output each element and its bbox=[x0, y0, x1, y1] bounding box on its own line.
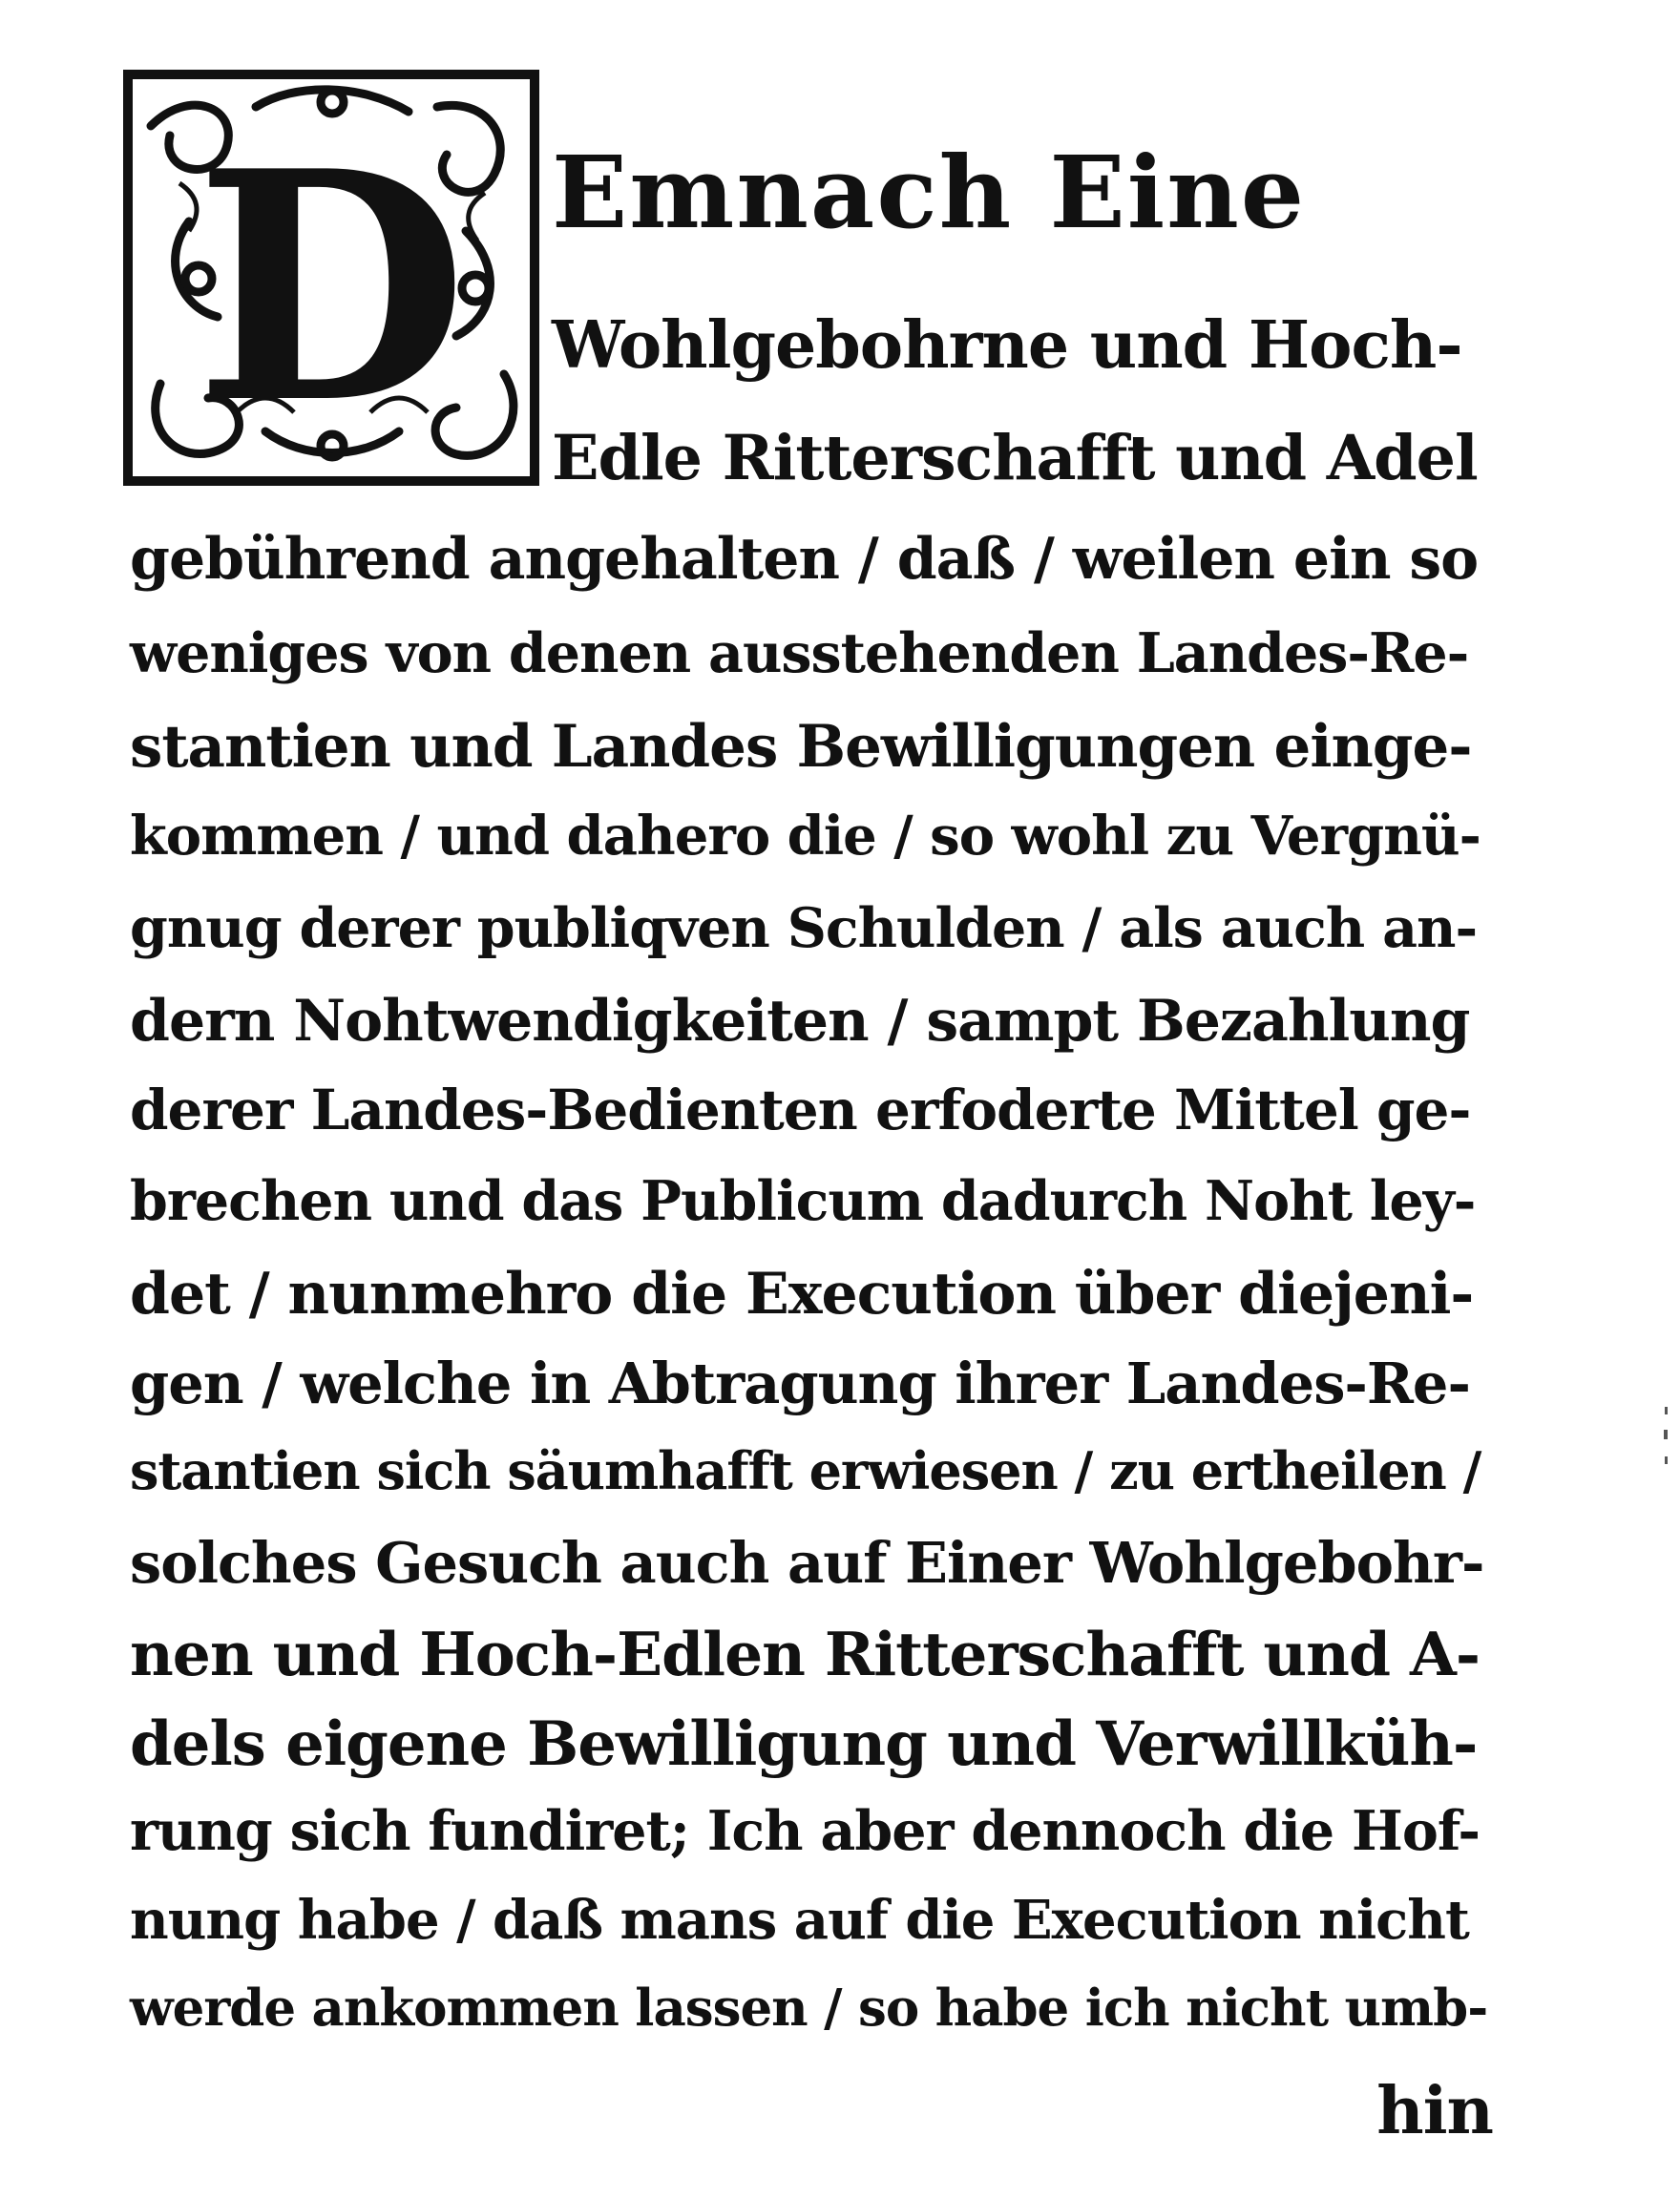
text-line-3: Edle Ritterschafft und Adel bbox=[552, 422, 1478, 494]
text-line-4: gebührend angehalten / daß / weilen ein so bbox=[130, 526, 1479, 593]
text-line-19: nung habe / daß mans auf die Execution nicht bbox=[130, 1889, 1469, 1952]
text-line-16: nen und Hoch-Edlen Ritterschafft und A- bbox=[130, 1619, 1480, 1689]
text-line-11: brechen und das Publicum dadurch Noht ley- bbox=[130, 1169, 1476, 1233]
initial-letter: D bbox=[194, 102, 469, 472]
text-line-18: rung sich fundiret; Ich aber dennoch die Hof- bbox=[130, 1799, 1480, 1863]
text-line-1: Emnach Eine bbox=[552, 134, 1307, 251]
text-line-5: weniges von denen ausstehenden Landes-Re- bbox=[130, 621, 1469, 685]
margin-speck bbox=[1661, 1405, 1672, 1472]
text-line-20: werde ankommen lassen / so habe ich nicht umb- bbox=[130, 1979, 1488, 2038]
text-line-12: det / nunmehro die Execution über diejeni- bbox=[130, 1261, 1474, 1328]
text-line-15: solches Gesuch auch auf Einer Wohlgebohr- bbox=[130, 1530, 1484, 1596]
catchword: hin bbox=[1376, 2073, 1493, 2149]
text-line-6: stantien und Landes Bewilligungen einge- bbox=[130, 713, 1472, 781]
text-line-17: dels eigene Bewilligung und Verwillküh- bbox=[130, 1708, 1478, 1780]
text-line-8: gnug derer publiqven Schulden / als auch an- bbox=[130, 896, 1478, 960]
text-line-14: stantien sich säumhafft erwiesen / zu ertheilen / bbox=[130, 1440, 1481, 1501]
text-line-10: derer Landes-Bedienten erfoderte Mittel ge- bbox=[130, 1078, 1471, 1142]
decorated-initial-letter bbox=[122, 69, 540, 487]
text-line-2: Wohlgebohrne und Hoch- bbox=[552, 307, 1462, 384]
text-line-13: gen / welche in Abtragung ihrer Landes-Re- bbox=[130, 1351, 1470, 1416]
text-line-9: dern Nohtwendigkeiten / sampt Bezahlung bbox=[130, 988, 1470, 1055]
text-line-7: kommen / und dahero die / so wohl zu Vergnü- bbox=[130, 805, 1480, 868]
